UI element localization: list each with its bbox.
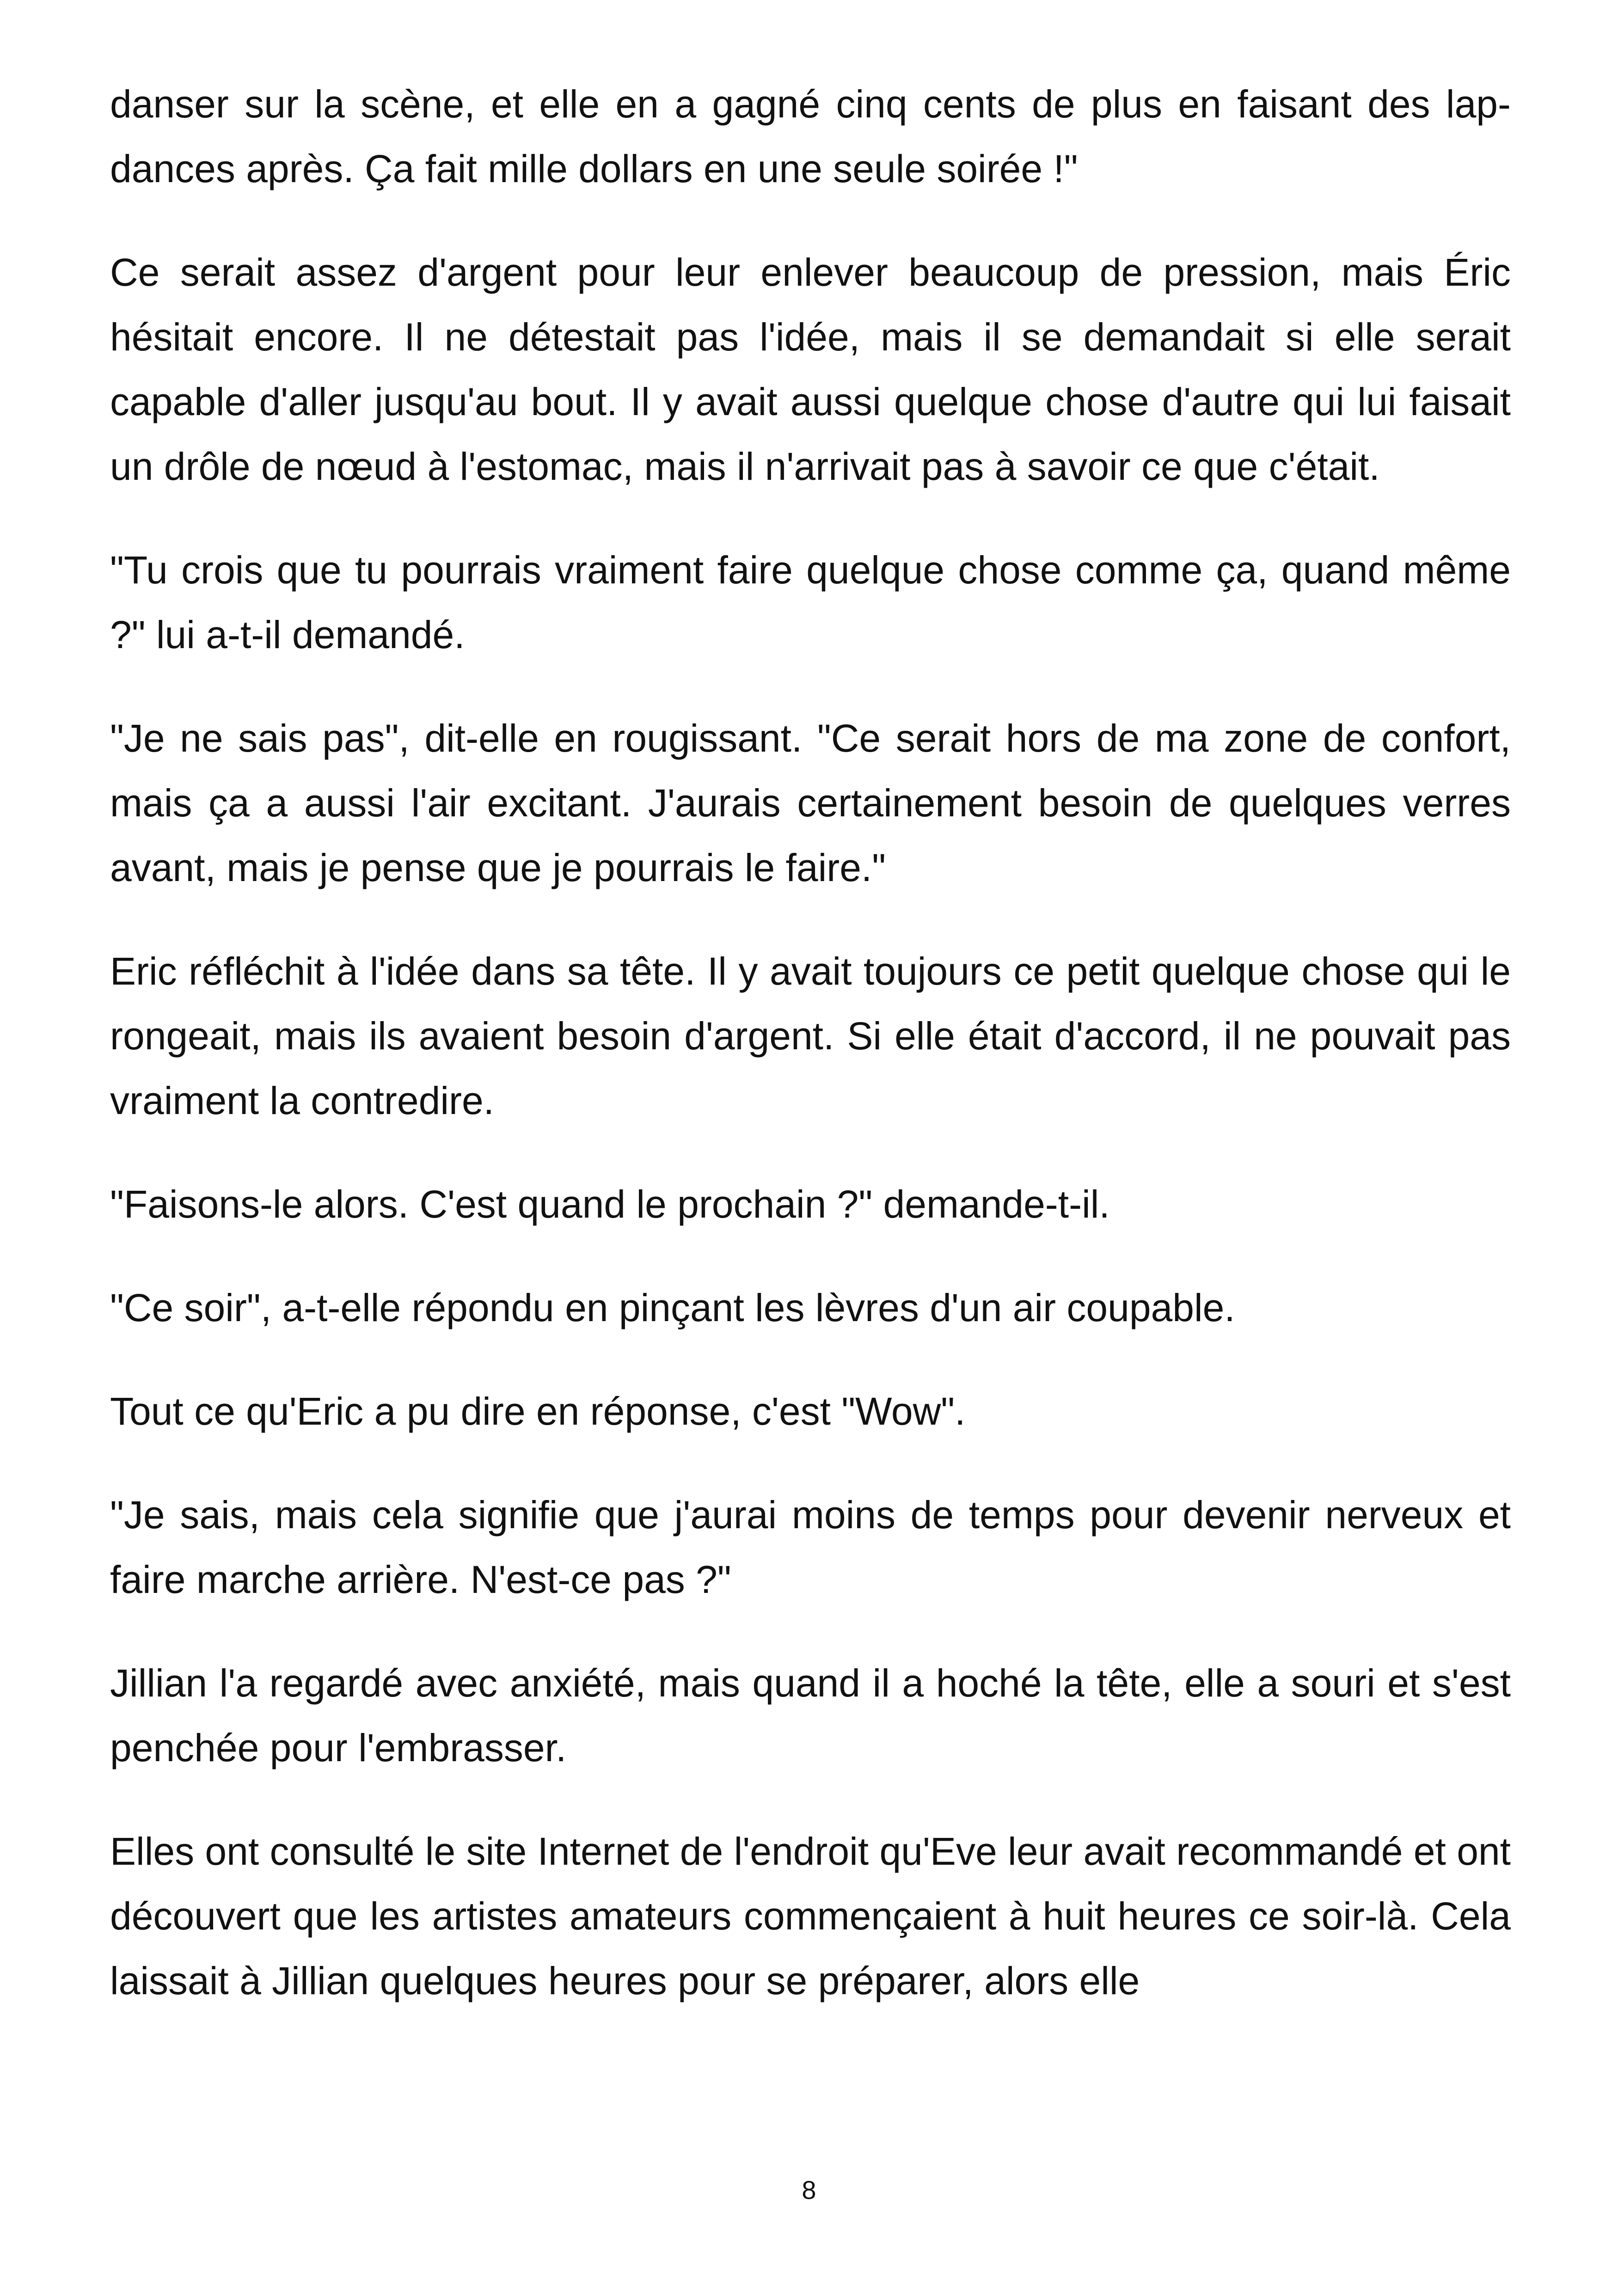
paragraph: Ce serait assez d'argent pour leur enlever beaucoup de pression, mais Éric hésitait encore. Il ne détestait pas l'idée, mais il se demandait si elle serait capable d'aller jusqu'au bout. Il y avait aussi quelque chose d'autre qui lui faisait un drôle de nœud à l'estomac, mais il n'arrivait pas à savoir ce que c'était. <box>110 251 1511 488</box>
paragraph: "Tu crois que tu pourrais vraiment faire quelque chose comme ça, quand même ?" lui a-t-il demandé. <box>110 548 1511 656</box>
paragraph: Tout ce qu'Eric a pu dire en réponse, c'est "Wow". <box>110 1390 966 1433</box>
paragraph: "Ce soir", a-t-elle répondu en pinçant les lèvres d'un air coupable. <box>110 1286 1235 1329</box>
paragraph: "Faisons-le alors. C'est quand le prochain ?" demande-t-il. <box>110 1182 1110 1226</box>
paragraph: "Je sais, mais cela signifie que j'aurai moins de temps pour devenir nerveux et faire marche arrière. N'est-ce pas ?" <box>110 1493 1511 1601</box>
paragraph: Elles ont consulté le site Internet de l'endroit qu'Eve leur avait recommandé et ont découvert que les artistes amateurs commençaient à huit heures ce soir-là. Cela laissait à Jillian quelques heures pour se préparer, alors elle <box>110 1830 1511 2002</box>
page-number: 8 <box>802 2175 816 2204</box>
paragraph: danser sur la scène, et elle en a gagné cinq cents de plus en faisant des lap-dances après. Ça fait mille dollars en une seule soirée !" <box>110 82 1511 190</box>
body-text <box>110 72 1511 2052</box>
paragraph: "Je ne sais pas", dit-elle en rougissant. "Ce serait hors de ma zone de confort, mais ça a aussi l'air excitant. J'aurais certainement besoin de quelques verres avant, mais je pense que je pourrais le faire." <box>110 716 1511 889</box>
paragraph: Eric réfléchit à l'idée dans sa tête. Il y avait toujours ce petit quelque chose qui le rongeait, mais ils avaient besoin d'argent. Si elle était d'accord, il ne pouvait pas vraiment la contredire. <box>110 949 1511 1122</box>
paragraph: Jillian l'a regardé avec anxiété, mais quand il a hoché la tête, elle a souri et s'est penchée pour l'embrasser. <box>110 1661 1511 1769</box>
